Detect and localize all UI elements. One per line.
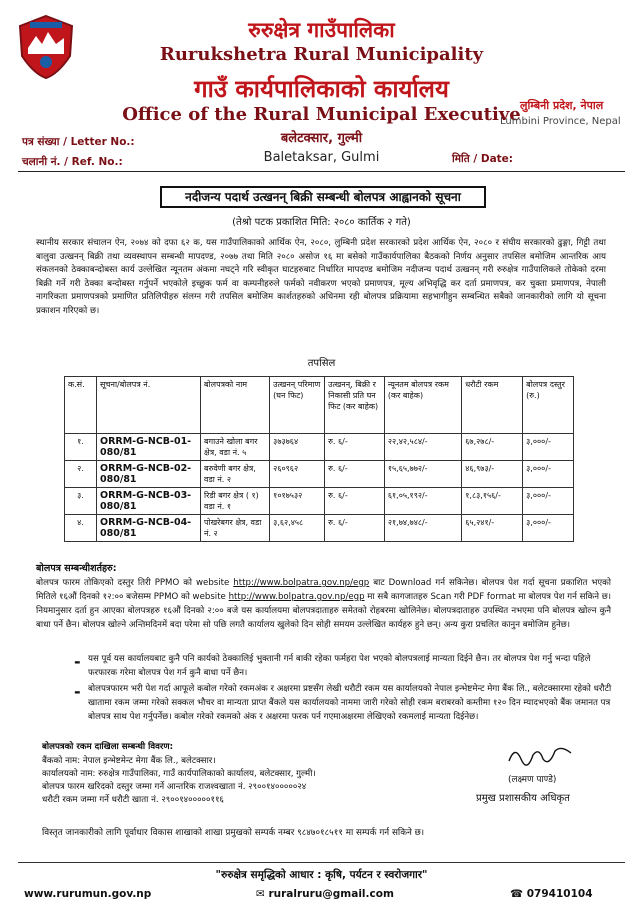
col-quantity: उत्खनन् परिमाण (घन फिट) <box>270 377 325 434</box>
cell-quantity: २६०९६२ <box>270 461 325 488</box>
date-label: मिति / Date: <box>452 153 513 165</box>
cell-fee: ३,०००/- <box>523 461 574 488</box>
conditions-paragraph <box>36 576 611 632</box>
cell-rate: रु. ६/- <box>325 434 385 461</box>
table-row <box>65 515 574 542</box>
bank-line-3: बोलपत्र फारम खरिदको दस्तुर जम्मा गर्ने आन्तरिक राजश्वखाता नं. २९००१४०००००२४ <box>42 782 307 792</box>
cell-notice-no: ORRM-G-NCB-01-080/81 <box>97 434 201 461</box>
cell-sn: ४. <box>65 515 97 542</box>
cell-rate: रु. ६/- <box>325 461 385 488</box>
cell-notice-no: ORRM-G-NCB-02-080/81 <box>97 461 201 488</box>
cell-name: रिडी बगर क्षेत्र ( १) वडा नं. १ <box>201 488 270 515</box>
signatory-title: प्रमुख प्रशासकीय अधिकृत <box>476 793 570 804</box>
col-sn: क.सं. <box>65 377 97 434</box>
cell-notice-no: ORRM-G-NCB-04-080/81 <box>97 515 201 542</box>
cell-notice-no: ORRM-G-NCB-03-080/81 <box>97 488 201 515</box>
office-name-en: Rurukshetra Rural Municipality <box>159 44 484 65</box>
condition-bullet-2: बोलपत्रफारम भरी पेश गर्दा आफूले कबोल गरेको रकमअंक र अक्षरमा प्रष्टसँग लेखी धरौटी रकम यस कार्यालयको नेपाल इन्भेष्टमेन्ट मेगा बैंक लि., बलेटक्सारमा रहेको धरौटी खातामा रकम जम्मा गरेको सक्कल भौचर वा मान्यता प्राप्त बैंकले यस कार्यालयको नाममा जारी गरेको सोही रकम बराबरको कम्तीमा १२० दिन म्यादभएको बैंक जमानत पत्र बोलपत्र साथ पेश गर्नुपर्नेछ। कबोल गरेको रकमको अंक र अक्षरमा फरक पर्न गएमाअक्षरमा लेखिएको रकमलाई मान्यता दिईनेछ। <box>88 684 612 722</box>
footer-phone: 079410104 <box>526 888 593 900</box>
footer-website[interactable]: www.rurumun.gov.np <box>24 888 152 900</box>
phone-icon: ☎ <box>510 888 524 900</box>
bullet-2-marker: - <box>74 682 81 701</box>
bank-line-4: धरौटी रकम जम्मा गर्ने धरौटी खाता नं. २९००१४०००००११६ <box>42 795 224 805</box>
cell-sn: १. <box>65 434 97 461</box>
office-executive-en: Office of the Rural Municipal Executive <box>122 104 521 125</box>
cell-fee: ३,०००/- <box>523 515 574 542</box>
cell-rate: रु. ६/- <box>325 515 385 542</box>
bank-line-2: कार्यालयको नाम: रुरुक्षेत्र गाउँपालिका, गाउँ कार्यपालिकाको कार्यालय, बलेटक्सार, गुल्मी। <box>42 769 316 779</box>
cell-deposit: ६५,२४१/- <box>462 515 523 542</box>
signature-icon <box>505 741 575 769</box>
table-caption: तपसिल <box>307 358 336 369</box>
cell-min-amount: २१,७४,७४८/- <box>384 515 461 542</box>
col-min-amount: न्यूनतम बोलपत्र रकम (कर बाहेक) <box>384 377 461 434</box>
cell-deposit: १,८३,१५६/- <box>462 488 523 515</box>
cell-quantity: १०१७५३२ <box>270 488 325 515</box>
cell-fee: ३,०००/- <box>523 488 574 515</box>
conditions-text-2: बाट Download गर्न सकिनेछ। बोलपत्र पेश गर्दा सूचना प्रकाशित भएको मितिले १६औं दिनको १२:०० बजेसम्म PPMO को website <box>36 578 611 602</box>
footer-email-block <box>256 888 394 900</box>
cell-deposit: ६७,२७८/- <box>462 434 523 461</box>
cell-min-amount: १५,६५,७७२/- <box>384 461 461 488</box>
email-icon: ✉ <box>256 888 265 900</box>
table-row <box>65 488 574 515</box>
letter-no-label: पत्र संख्या / Letter No.: <box>22 136 135 148</box>
footer-divider <box>18 862 625 863</box>
cell-quantity: ३७३७६४ <box>270 434 325 461</box>
province-np: लुम्बिनी प्रदेश, नेपाल <box>520 99 604 112</box>
footer-motto: "रुरुक्षेत्र समृद्धिको आधार : कृषि, पर्यटन र स्वरोजगार" <box>215 869 428 881</box>
address-np: बलेटक्सार, गुल्मी <box>280 131 363 146</box>
notice-title: नदीजन्य पदार्थ उत्खनन् बिक्री सम्बन्धी बोलपत्र आह्वानको सूचना <box>160 186 486 208</box>
bank-heading: बोलपत्रको रकम दाखिला सम्बन्धी विवरण: <box>42 742 174 752</box>
office-name-np: रुरुक्षेत्र गाउँपालिका <box>248 18 395 42</box>
cell-sn: ३. <box>65 488 97 515</box>
contact-note: विस्तृत जानकारीको लागि पूर्वाधार विकास शाखाको शाखा प्रमुखको सम्पर्क नम्बर ९८४७०१८५११ मा सम्पर्क गर्न सकिने छ। <box>42 828 425 838</box>
table-row <box>65 461 574 488</box>
cell-name: बरुवेणी बगर क्षेत्र, वडा नं. २ <box>201 461 270 488</box>
notice-subtitle: (तेश्रो पटक प्रकाशित मिति: २०८० कार्तिक २ गते) <box>232 217 411 228</box>
col-rate: उत्खनन्, बिक्री र निकासी प्रति घन फिट (कर बाहेक) <box>325 377 385 434</box>
cell-name: बगाउने खोला बगर क्षेत्र, वडा नं. ५ <box>201 434 270 461</box>
notice-paragraph: स्थानीय सरकार संचालन ऐन, २०७४ को दफा ६२ क, यस गाउँपालिकाको आर्थिक ऐन, २०८०, लुम्बिनी प्रदेश सरकारको प्रदेश आर्थिक ऐन, २०८० र संघीय सरकारको ढुङ्गा, गिट्टी तथा बालुवा उत्खनन् बिक्री तथा व्यवस्थापन सम्बन्धी मापदण्ड, २०७७ तथा मिति २०८० असोज १६ मा बसेको गाउँकार्यपालिका बैठकको निर्णय अनुसार तपसिल बमोजिम आन्तरिक आय संकलनको ठेक्काबन्दोबस्त कार्य उल्लेखित न्यूनतम अंकमा नघट्ने गरि स्वीकृत घाटहरुबाट निर्धारित मापदण्ड बमोजिम नदीजन्य पदार्थ उत्खनन् गरी रुरुक्षेत्र गाउँपालिकले तोकेको दरमा बिक्री गर्ने गरी ठेक्का बन्दोबस्त गर्नुपर्ने भएकोले इच्छुक फर्म वा कम्पनीहरुले फर्मको नवीकरण भएको प्रमाणपत्र, मूल्य अभिवृद्धि कर दर्ता प्रमाणपत्र, कर चुक्ता प्रमाणपत्र, नेपाली नागरिकता प्रमाणपत्रको प्रमाणित प्रतिलिपीहरु संलग्न गरी तपसिल बमोजिम कार्शतहरुको अधिनमा रही बोलपत्र प्रक्रियामा सहभागीहुन सम्बन्धित सबैको जानकारीको लागि यो सूचना प्रकाशन गरिएको छ। <box>36 238 606 316</box>
office-executive-np: गाउँ कार्यपालिकाको कार्यालय <box>194 75 449 103</box>
conditions-heading: बोलपत्र सम्बन्धीशर्तहरु: <box>36 563 117 574</box>
header-divider <box>18 171 625 172</box>
col-fee: बोलपत्र दस्तुर (रु.) <box>523 377 574 434</box>
signatory-name: (लक्ष्मण पाण्डे) <box>508 775 557 785</box>
cell-sn: २. <box>65 461 97 488</box>
footer-phone-block <box>510 888 593 900</box>
bolpatra-link-2[interactable]: http://www.bolpatra.gov.np/egp <box>228 592 365 602</box>
footer-email[interactable]: ruralruru@gmail.com <box>268 888 394 900</box>
bullet-1-marker: - <box>74 652 81 671</box>
cell-rate: रु. ६/- <box>325 488 385 515</box>
col-deposit: धरौटी रकम <box>462 377 523 434</box>
table-header-row <box>65 377 574 434</box>
bolpatra-link-1[interactable]: http://www.bolpatra.gov.np/egp <box>233 578 370 588</box>
bank-line-1: बैंकको नाम: नेपाल इन्भेष्टमेन्ट मेगा बैंक लि., बलेटक्सार। <box>42 756 216 766</box>
province-en: Lumbini Province, Nepal <box>500 116 621 127</box>
cell-deposit: ४६,९७३/- <box>462 461 523 488</box>
col-notice-no: सूचना/बोलपत्र नं. <box>97 377 201 434</box>
cell-quantity: ३,६२,४५८ <box>270 515 325 542</box>
conditions-text-3: मा सबै कागजातहरु Scan गरी PDF format मा बोलपत्र पेश गर्न सकिने छ। नियमानुसार दर्ता हुन आएका बोलपत्रहरु १६औं दिनको २:०० बजे यस कार्यालयमा बोलपत्रदाताहरु समेतको रोहबरमा खोलिनेछ। बोलपत्रदाताहरु उपस्थित नभएमा पनि बोलपत्र खोल्न कुनै बाधा पर्ने छैन। बोलपत्र खोल्ने अन्तिमदिनमें बदा परेमा सो पछि लगतै कार्यालय खुलेको दिन सोही समयम उल्लेखित कार्यहरु हुने छन्। अन्य कुरा प्रचलित कानुन बमोजिम हुनेछ। <box>36 592 612 630</box>
cell-min-amount: ६१,०५,१९२/- <box>384 488 461 515</box>
condition-bullet-1: यस पूर्व यस कार्यालयबाट कुनै पनि कार्यको ठेक्कालिई भुक्तानी गर्न बाकी रहेका फर्महरा पेश भएको बोलपत्रलाई मान्यता दिईने छैन। तर बोलपत्र पेश गर्नु भन्दा पहिले फरफारक गरेमा बोलपत्र पेश गर्न कुनै बाधा पर्ने छैन। <box>88 654 591 678</box>
conditions-text-1: बोलपत्र फारम तोकिएको दस्तुर तिरी PPMO को website <box>36 578 230 588</box>
table-row <box>65 434 574 461</box>
ref-no-label: चलानी नं. / Ref. No.: <box>22 156 123 168</box>
address-en: Baletaksar, Gulmi <box>263 150 380 165</box>
cell-fee: ३,०००/- <box>523 434 574 461</box>
cell-min-amount: २२,४२,५८४/- <box>384 434 461 461</box>
col-name: बोलपत्रको नाम <box>201 377 270 434</box>
cell-name: पोखरेबगर क्षेत्र, वडा नं. २ <box>201 515 270 542</box>
tender-table <box>64 376 574 542</box>
